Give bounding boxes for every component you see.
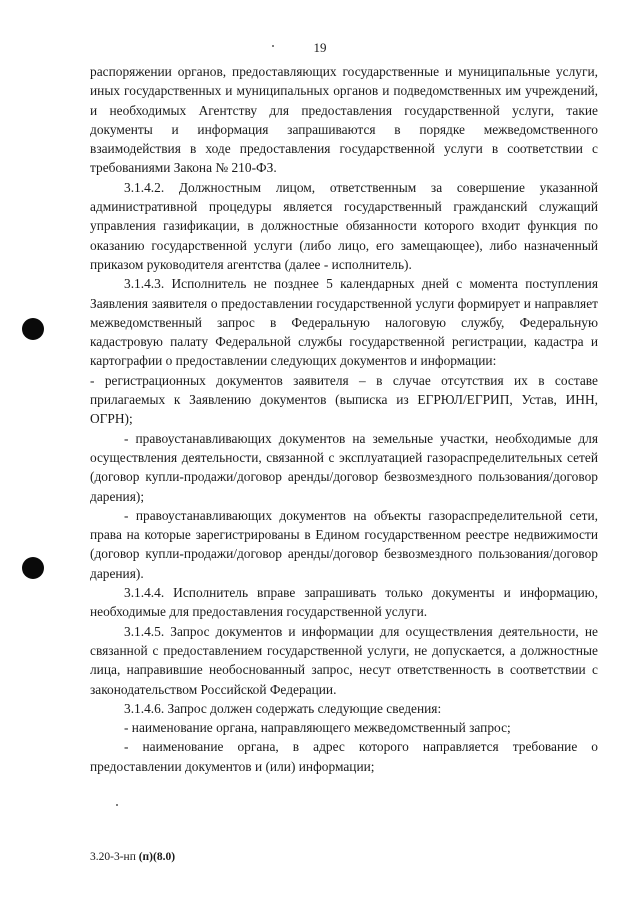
list-item-recipient-body: - наименование органа, в адрес которого направляется требование о предоставлении документов и (или) информации; [90, 739, 598, 774]
paragraph-3-1-4-4: 3.1.4.4. Исполнитель вправе запрашивать только документы и информацию, необходимые для предоставления государственной услуги. [90, 585, 598, 620]
paragraph-3-1-4-3: 3.1.4.3. Исполнитель не позднее 5 календарных дней с момента поступления Заявления заявителя о предоставлении государственной услуги формирует и направляет межведомственный запрос в Федеральную налоговую службу, Федеральную кадастровую палату Федеральной службы государственной регистрации, кадастра и картографии о предоставлении следующих документов и информации: [90, 276, 598, 369]
paragraph-3-1-4-6: 3.1.4.6. Запрос должен содержать следующие сведения: [124, 700, 442, 716]
paragraph-3-1-4-2: 3.1.4.2. Должностным лицом, ответственным за совершение указанной административной процедуры является государственный гражданский служащий управления газификации, в должностные обязанности которого входит функция по оказанию государственной услуги (либо лицо, его замещающее), либо назначенный приказом руководителя агентства (далее - исполнитель). [90, 179, 598, 272]
list-item-network-docs: - правоустанавливающих документов на объекты газораспределительной сети, права на которые зарегистрированы в Едином государственном реестре недвижимости (договор купли-продажи/договор аренды/договор безвозмездного пользования/договор дарения). [90, 507, 598, 581]
paragraph-continuation: распоряжении органов, предоставляющих государственные и муниципальные услуги, иных государственных и муниципальных органов и подведомственных им учреждений, и необходимых Агентству для предоставления государственной услуги, такие документы и информация запрашиваются в порядке межведомственного взаимодействия в ходе предоставления государственной услуги в соответствии с требованиями Закона № 210-ФЗ. [90, 64, 598, 176]
footer-suffix: (п)(8.0) [138, 851, 176, 863]
scan-speck [116, 804, 118, 806]
scan-speck [272, 45, 274, 47]
paragraph-3-1-4-5: 3.1.4.5. Запрос документов и информации для осуществления деятельности, не связанной с предоставлением государственной услуги, не допускается, а должностные лица, направившие необоснованный запрос, несут ответственность в соответствии с законодательством Российской Федерации. [90, 623, 598, 697]
punch-hole-top [22, 318, 44, 340]
list-item-requesting-body: - наименование органа, направляющего межведомственный запрос; [124, 720, 511, 736]
page-number: 19 [313, 40, 327, 55]
punch-hole-bottom [22, 557, 44, 579]
document-footer [90, 851, 175, 863]
list-item-land-docs: - правоустанавливающих документов на земельные участки, необходимые для осуществления деятельности, связанной с эксплуатацией газораспределительных сетей (договор купли-продажи/договор аренды/договор безвозмездного пользования/договор дарения); [90, 430, 598, 504]
footer-code: 3.20-3-нп [90, 851, 136, 863]
document-body [90, 62, 598, 776]
list-item-registration-docs: - регистрационных документов заявителя – в случае отсутствия их в составе прилагаемых к Заявлению документов (выписка из ЕГРЮЛ/ЕГРИП, Устав, ИНН, ОГРН); [90, 372, 598, 427]
